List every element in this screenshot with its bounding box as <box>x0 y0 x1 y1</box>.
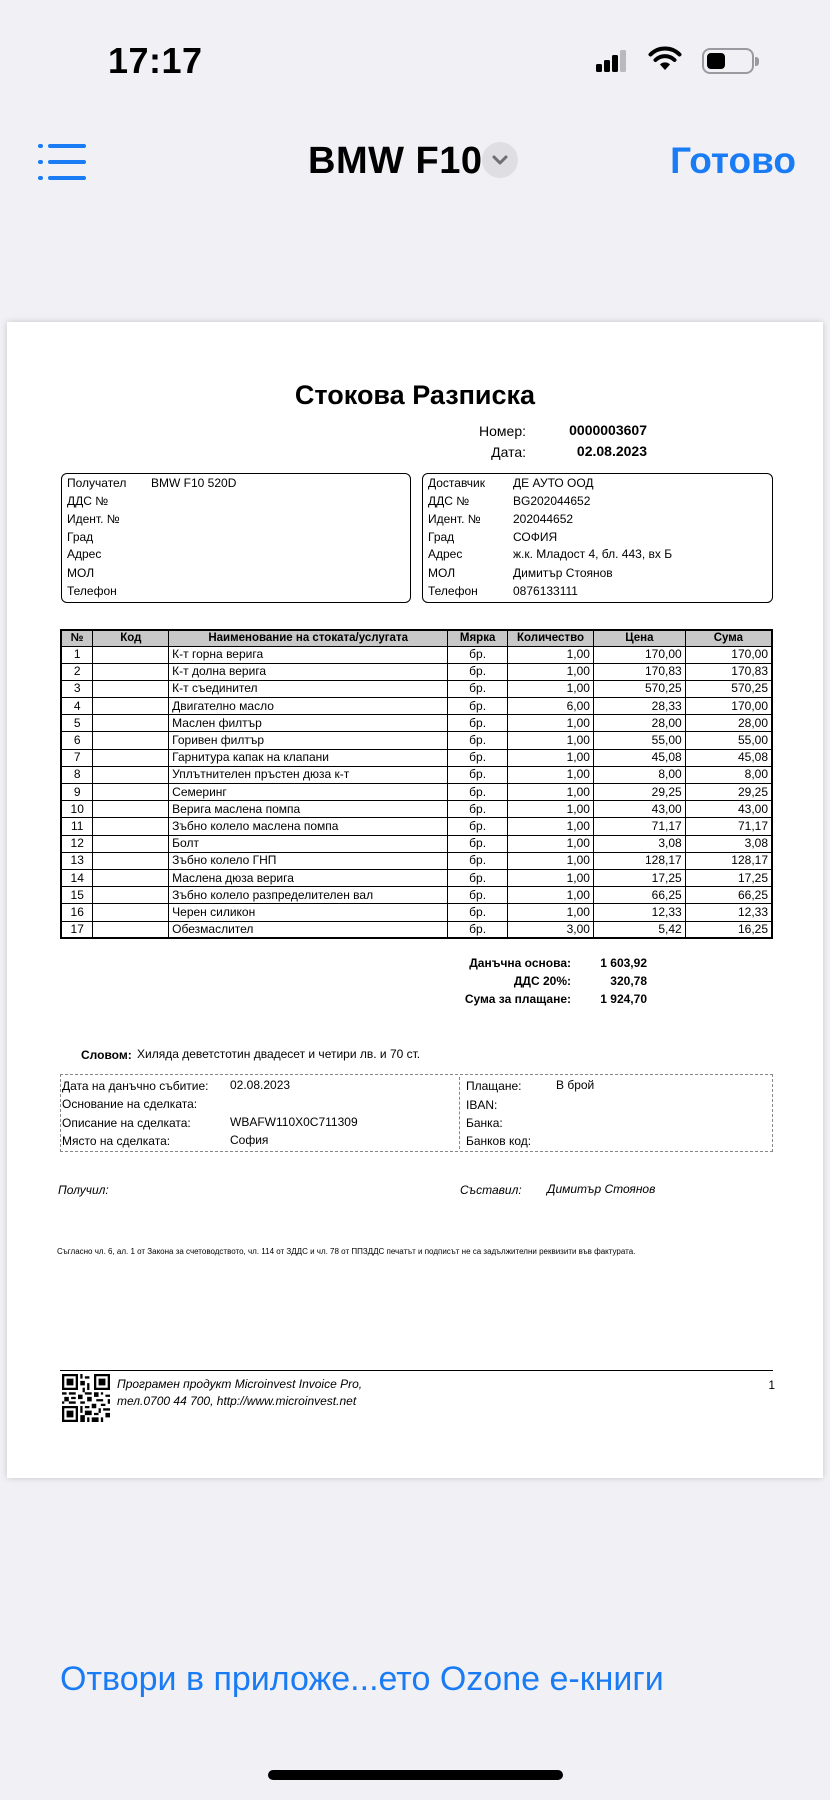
row-name: Семеринг <box>169 784 448 801</box>
words-label: Словом: <box>81 1048 132 1062</box>
row-unit: бр. <box>448 869 508 886</box>
recipient-vat-label: ДДС № <box>67 494 109 508</box>
table-row <box>61 801 772 818</box>
status-bar <box>0 0 830 100</box>
table-row <box>61 818 772 835</box>
recipient-phone-label: Телефон <box>67 584 117 598</box>
row-code <box>93 766 169 783</box>
table-header-row <box>61 630 772 646</box>
row-unit: бр. <box>448 904 508 921</box>
supplier-label: Доставчик <box>428 476 486 490</box>
row-unit: бр. <box>448 749 508 766</box>
row-name: Гарнитура капак на клапани <box>169 749 448 766</box>
row-name: Черен силикон <box>169 904 448 921</box>
row-price: 170,00 <box>593 646 685 663</box>
row-code <box>93 921 169 938</box>
status-time: 17:17 <box>108 40 203 81</box>
navigation-bar <box>0 120 830 200</box>
table-row <box>61 869 772 886</box>
row-sum: 170,00 <box>685 646 772 663</box>
row-quantity: 1,00 <box>508 732 594 749</box>
page-number: 1 <box>768 1378 775 1392</box>
table-row <box>61 766 772 783</box>
row-unit: бр. <box>448 801 508 818</box>
row-number: 5 <box>61 715 93 732</box>
row-sum: 170,00 <box>685 698 772 715</box>
date-value: 02.08.2023 <box>576 443 647 459</box>
row-quantity: 1,00 <box>508 784 594 801</box>
row-number: 15 <box>61 887 93 904</box>
recipient-id-label: Идент. № <box>67 512 120 526</box>
header-quantity: Количество <box>508 630 594 646</box>
row-sum: 16,25 <box>685 921 772 938</box>
vat-value: 320,78 <box>610 974 647 988</box>
recipient-city-label: Град <box>67 530 94 544</box>
row-number: 14 <box>61 869 93 886</box>
table-row <box>61 921 772 938</box>
battery-icon <box>702 48 754 74</box>
row-quantity: 3,00 <box>508 921 594 938</box>
table-row <box>61 852 772 869</box>
row-unit: бр. <box>448 887 508 904</box>
supplier-vat-label: ДДС № <box>428 494 470 508</box>
deal-divider <box>459 1077 460 1149</box>
row-name: К-т горна верига <box>169 646 448 663</box>
row-name: К-т съединител <box>169 680 448 697</box>
table-row <box>61 784 772 801</box>
words-value: Хиляда деветстотин двадесет и четири лв. и 70 ст. <box>137 1047 421 1061</box>
table-row <box>61 887 772 904</box>
wifi-icon <box>648 46 682 72</box>
row-unit: бр. <box>448 698 508 715</box>
row-sum: 29,25 <box>685 784 772 801</box>
footer-divider <box>60 1370 773 1371</box>
table-row <box>61 646 772 663</box>
row-sum: 45,08 <box>685 749 772 766</box>
row-unit: бр. <box>448 646 508 663</box>
header-code: Код <box>93 630 169 646</box>
row-code <box>93 646 169 663</box>
recipient-box <box>61 473 411 603</box>
supplier-address-label: Адрес <box>428 547 463 561</box>
supplier-address: ж.к. Младост 4, бл. 443, вх Б <box>513 547 673 561</box>
row-quantity: 1,00 <box>508 904 594 921</box>
iban-label: IBAN: <box>466 1098 498 1112</box>
row-name: Зъбно колело разпределителен вал <box>169 887 448 904</box>
row-code <box>93 698 169 715</box>
total-label: Сума за плащане: <box>464 992 571 1006</box>
home-indicator[interactable] <box>268 1770 563 1780</box>
tax-base-label: Данъчна основа: <box>469 956 571 970</box>
table-row <box>61 904 772 921</box>
recipient-name: BMW F10 520D <box>151 476 237 490</box>
document-page <box>7 322 823 1478</box>
basis-label: Основание на сделката: <box>62 1097 198 1111</box>
row-quantity: 1,00 <box>508 887 594 904</box>
event-date-value: 02.08.2023 <box>230 1078 291 1092</box>
supplier-vat: BG202044652 <box>513 494 591 508</box>
supplier-city: СОФИЯ <box>513 530 558 544</box>
row-quantity: 1,00 <box>508 715 594 732</box>
row-code <box>93 715 169 732</box>
row-number: 9 <box>61 784 93 801</box>
tax-base-value: 1 603,92 <box>600 956 647 970</box>
description-value: WBAFW110X0C711309 <box>230 1115 358 1129</box>
footer-contact-line: тел.0700 44 700, http://www.microinvest.net <box>117 1394 357 1408</box>
supplier-phone-label: Телефон <box>428 584 478 598</box>
cellular-signal-icon <box>596 50 626 72</box>
row-unit: бр. <box>448 921 508 938</box>
row-sum: 66,25 <box>685 887 772 904</box>
items-table <box>60 629 773 939</box>
recipient-label: Получател <box>67 476 127 490</box>
row-code <box>93 835 169 852</box>
row-number: 3 <box>61 680 93 697</box>
supplier-id-label: Идент. № <box>428 512 481 526</box>
row-price: 170,83 <box>593 663 685 680</box>
supplier-box <box>422 473 773 603</box>
row-quantity: 1,00 <box>508 801 594 818</box>
header-price: Цена <box>593 630 685 646</box>
row-number: 17 <box>61 921 93 938</box>
document-title: BMW F10 <box>308 140 483 182</box>
row-code <box>93 680 169 697</box>
row-number: 1 <box>61 646 93 663</box>
row-price: 12,33 <box>593 904 685 921</box>
row-price: 128,17 <box>593 852 685 869</box>
row-number: 4 <box>61 698 93 715</box>
row-number: 2 <box>61 663 93 680</box>
row-price: 45,08 <box>593 749 685 766</box>
row-sum: 28,00 <box>685 715 772 732</box>
row-name: Маслен филтър <box>169 715 448 732</box>
receipt-title: Стокова Разписка <box>294 380 536 410</box>
qr-code-icon <box>62 1374 110 1422</box>
place-value: София <box>230 1133 269 1147</box>
row-unit: бр. <box>448 818 508 835</box>
description-label: Описание на сделката: <box>62 1116 191 1130</box>
row-quantity: 1,00 <box>508 646 594 663</box>
row-code <box>93 801 169 818</box>
row-code <box>93 869 169 886</box>
done-button[interactable]: Готово <box>670 140 796 181</box>
row-quantity: 1,00 <box>508 749 594 766</box>
supplier-name: ДЕ АУТО ООД <box>513 476 594 490</box>
row-code <box>93 663 169 680</box>
row-sum: 128,17 <box>685 852 772 869</box>
supplier-mol-label: МОЛ <box>428 566 456 580</box>
row-quantity: 1,00 <box>508 818 594 835</box>
row-name: Обезмаслител <box>169 921 448 938</box>
row-price: 5,42 <box>593 921 685 938</box>
row-unit: бр. <box>448 835 508 852</box>
row-price: 43,00 <box>593 801 685 818</box>
row-quantity: 1,00 <box>508 869 594 886</box>
row-quantity: 1,00 <box>508 680 594 697</box>
row-sum: 17,25 <box>685 869 772 886</box>
bank-code-label: Банков код: <box>466 1134 532 1148</box>
row-name: Горивен филтър <box>169 732 448 749</box>
row-quantity: 1,00 <box>508 766 594 783</box>
row-quantity: 6,00 <box>508 698 594 715</box>
recipient-mol-label: МОЛ <box>67 566 95 580</box>
row-code <box>93 852 169 869</box>
row-number: 8 <box>61 766 93 783</box>
supplier-phone: 0876133111 <box>513 584 578 598</box>
row-sum: 55,00 <box>685 732 772 749</box>
row-code <box>93 887 169 904</box>
row-sum: 170,83 <box>685 663 772 680</box>
row-unit: бр. <box>448 715 508 732</box>
chevron-down-icon[interactable] <box>482 142 518 178</box>
deal-details-box <box>60 1074 773 1152</box>
row-sum: 8,00 <box>685 766 772 783</box>
row-name: Верига маслена помпа <box>169 801 448 818</box>
row-price: 55,00 <box>593 732 685 749</box>
row-number: 12 <box>61 835 93 852</box>
row-price: 66,25 <box>593 887 685 904</box>
row-code <box>93 784 169 801</box>
supplier-city-label: Град <box>428 530 455 544</box>
row-price: 28,00 <box>593 715 685 732</box>
row-quantity: 1,00 <box>508 835 594 852</box>
number-value: 0000003607 <box>569 422 647 438</box>
row-number: 7 <box>61 749 93 766</box>
row-name: Маслена дюза верига <box>169 869 448 886</box>
row-number: 11 <box>61 818 93 835</box>
row-unit: бр. <box>448 784 508 801</box>
row-unit: бр. <box>448 663 508 680</box>
vat-label: ДДС 20%: <box>513 974 571 988</box>
row-sum: 3,08 <box>685 835 772 852</box>
row-code <box>93 732 169 749</box>
header-sum: Сума <box>685 630 772 646</box>
row-price: 71,17 <box>593 818 685 835</box>
recipient-address-label: Адрес <box>67 547 102 561</box>
header-unit: Мярка <box>448 630 508 646</box>
row-sum: 12,33 <box>685 904 772 921</box>
payment-value: В брой <box>556 1078 595 1092</box>
row-name: К-т долна верига <box>169 663 448 680</box>
table-row <box>61 835 772 852</box>
row-unit: бр. <box>448 766 508 783</box>
payment-label: Плащане: <box>466 1079 522 1093</box>
total-value: 1 924,70 <box>600 992 647 1006</box>
supplier-id: 202044652 <box>513 512 574 526</box>
row-price: 17,25 <box>593 869 685 886</box>
row-quantity: 1,00 <box>508 663 594 680</box>
composed-by-name: Димитър Стоянов <box>547 1182 656 1196</box>
table-row <box>61 698 772 715</box>
number-label: Номер: <box>479 423 526 439</box>
event-date-label: Дата на данъчно събитие: <box>62 1079 209 1093</box>
composed-by-label: Съставил: <box>460 1183 522 1197</box>
row-name: Двигателно масло <box>169 698 448 715</box>
row-price: 29,25 <box>593 784 685 801</box>
row-code <box>93 749 169 766</box>
row-code <box>93 818 169 835</box>
row-sum: 570,25 <box>685 680 772 697</box>
row-unit: бр. <box>448 732 508 749</box>
row-code <box>93 904 169 921</box>
row-number: 6 <box>61 732 93 749</box>
place-label: Място на сделката: <box>62 1134 171 1148</box>
row-name: Болт <box>169 835 448 852</box>
table-row <box>61 715 772 732</box>
row-sum: 71,17 <box>685 818 772 835</box>
table-row <box>61 749 772 766</box>
row-number: 16 <box>61 904 93 921</box>
table-row <box>61 663 772 680</box>
footer-product-line: Програмен продукт Microinvest Invoice Pro, <box>117 1377 363 1391</box>
date-label: Дата: <box>491 444 526 460</box>
row-quantity: 1,00 <box>508 852 594 869</box>
supplier-mol: Димитър Стоянов <box>513 566 613 580</box>
row-unit: бр. <box>448 852 508 869</box>
header-name: Наименование на стоката/услугата <box>169 630 448 646</box>
table-row <box>61 732 772 749</box>
row-name: Зъбно колело маслена помпа <box>169 818 448 835</box>
bank-label: Банка: <box>466 1116 503 1130</box>
legal-footnote: Съгласно чл. 6, ал. 1 от Закона за счетоводството, чл. 114 от ЗДДС и чл. 78 от ППЗДДС печатът и подписът не са задължителни реквизити във фактурата. <box>57 1247 636 1256</box>
row-name: Зъбно колело ГНП <box>169 852 448 869</box>
row-sum: 43,00 <box>685 801 772 818</box>
open-in-app-link[interactable]: Отвори в приложе...ето Ozone е-книги <box>60 1660 664 1698</box>
header-number: № <box>61 630 93 646</box>
received-by-label: Получил: <box>58 1183 109 1197</box>
row-price: 3,08 <box>593 835 685 852</box>
row-price: 8,00 <box>593 766 685 783</box>
row-price: 570,25 <box>593 680 685 697</box>
row-unit: бр. <box>448 680 508 697</box>
list-menu-icon[interactable] <box>38 144 86 180</box>
table-row <box>61 680 772 697</box>
row-name: Уплътнителен пръстен дюза к-т <box>169 766 448 783</box>
row-number: 13 <box>61 852 93 869</box>
row-number: 10 <box>61 801 93 818</box>
row-price: 28,33 <box>593 698 685 715</box>
